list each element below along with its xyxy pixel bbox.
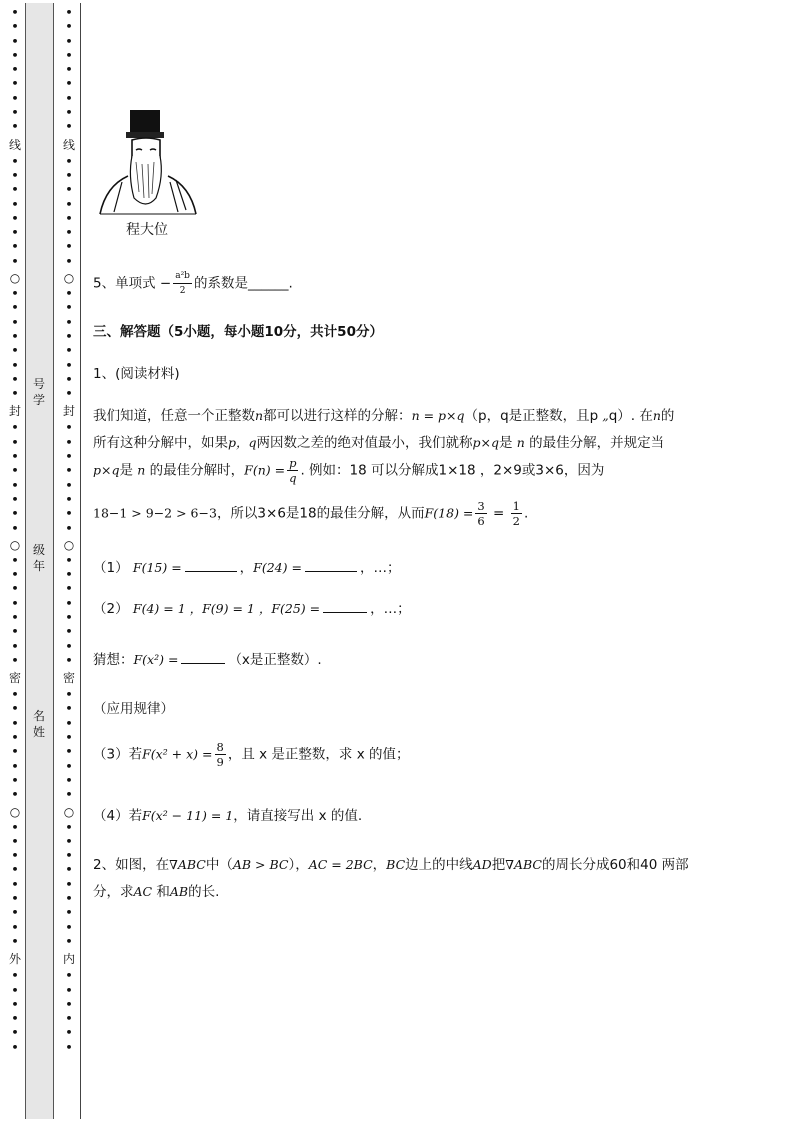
- cut-line-dot: •: [11, 997, 19, 1011]
- problem-2-line-2: 分，求AC 和AB的长.: [93, 884, 220, 900]
- cut-line-dot: •: [11, 639, 19, 653]
- cut-line-dot: •: [65, 254, 73, 268]
- cut-line-dot: •: [65, 77, 73, 91]
- cut-line-dot: •: [65, 568, 73, 582]
- cut-line-dot: •: [11, 625, 19, 639]
- cut-line-dot: •: [65, 6, 73, 19]
- cut-line-dot: •: [65, 731, 73, 745]
- problem-1-text-line-4: 18−1 > 9−2 > 6−3，所以3×6是18的最佳分解，从而F(18) = $\frac{3}{6}$ = $\frac{1}{2}$ .: [93, 499, 529, 528]
- cut-line-dot: •: [11, 934, 19, 948]
- cut-line-dot: •: [11, 358, 19, 372]
- problem-1-heading: 1、(阅读材料): [93, 366, 180, 382]
- cut-line-label: 密: [62, 671, 75, 686]
- cut-line-dot: •: [65, 773, 73, 787]
- cut-line-dot: •: [11, 702, 19, 716]
- cut-line-dot: •: [65, 450, 73, 464]
- cut-line-dot: •: [65, 1012, 73, 1026]
- cut-line-dot: •: [11, 582, 19, 596]
- cut-line-dot: •: [65, 920, 73, 934]
- cut-line-dot: •: [65, 1026, 73, 1040]
- cut-line-dot: •: [65, 820, 73, 834]
- cut-line-dot: •: [11, 435, 19, 449]
- cut-line-dot: •: [11, 154, 19, 168]
- cut-line-dot: •: [65, 625, 73, 639]
- problem-1-text-line-3: p×q是 n 的最佳分解时，F(n) = $\frac{p}{q}$ . 例如：18 可以分解成1×18 ，2×9或3×6，因为: [93, 456, 605, 485]
- cut-line-dot: •: [11, 421, 19, 435]
- cut-line-dot: •: [65, 120, 73, 134]
- cut-line-dot: •: [65, 688, 73, 702]
- field-grade: 级 年: [32, 543, 45, 573]
- cut-line-dot: •: [65, 329, 73, 343]
- cut-line-dot: •: [11, 759, 19, 773]
- cut-line-dot: •: [11, 211, 19, 225]
- subquestion-3: （3）若F(x² + x) = $\frac{8}{9}$ ，且 x 是正整数，求 x 的值；: [93, 740, 410, 769]
- cut-line-dot: •: [11, 877, 19, 891]
- cut-line-dot: •: [11, 91, 19, 105]
- cut-line-dot: •: [11, 820, 19, 834]
- cut-line-dot: •: [11, 168, 19, 182]
- cut-line-label: 线: [62, 137, 75, 152]
- cut-line-dot: •: [65, 91, 73, 105]
- cut-line-dot: •: [11, 34, 19, 48]
- section-3-title: 三、解答题（5小题，每小题10分，共计50分）: [93, 324, 383, 340]
- cut-line-dot: •: [65, 906, 73, 920]
- cut-line-dot: •: [11, 596, 19, 610]
- cut-line-dot: •: [65, 702, 73, 716]
- cut-line-dot: •: [11, 120, 19, 134]
- question-5: 5、单项式 − $\frac{\text{a²b}}{2}$ 的系数是______.: [93, 271, 293, 296]
- problem-1-text-line-2: 所有这种分解中，如果p，q两因数之差的绝对值最小，我们就称p×q是 n 的最佳分解，并规定当: [93, 435, 665, 451]
- cut-line-dot: •: [65, 507, 73, 521]
- cut-line-dot: •: [65, 387, 73, 401]
- cut-line-circle: ○: [63, 537, 75, 552]
- cut-line-dot: •: [11, 731, 19, 745]
- cut-line-dot: •: [65, 211, 73, 225]
- cut-line-dot: •: [11, 372, 19, 386]
- cut-line-dot: •: [65, 168, 73, 182]
- cut-line-dot: •: [65, 315, 73, 329]
- cut-line-dot: •: [11, 63, 19, 77]
- cut-line-circle: ○: [9, 537, 21, 552]
- cut-line-dot: •: [11, 183, 19, 197]
- cut-line-dot: •: [65, 240, 73, 254]
- cut-line-dot: •: [11, 834, 19, 848]
- cut-line-dot: •: [11, 521, 19, 535]
- left-cut-line: [8, 6, 22, 1055]
- cut-line-dot: •: [11, 920, 19, 934]
- cut-line-dot: •: [65, 849, 73, 863]
- cut-line-dot: •: [11, 254, 19, 268]
- cut-line-dot: •: [65, 610, 73, 624]
- cut-line-circle: ○: [9, 804, 21, 819]
- cut-line-dot: •: [65, 969, 73, 983]
- field-name: 名 姓: [32, 709, 45, 739]
- binding-line: [80, 3, 81, 1119]
- cut-line-dot: •: [65, 344, 73, 358]
- cut-line-dot: •: [65, 372, 73, 386]
- cut-line-dot: •: [65, 34, 73, 48]
- cut-line-dot: •: [65, 301, 73, 315]
- cut-line-dot: •: [11, 863, 19, 877]
- cut-line-dot: •: [65, 716, 73, 730]
- cut-line-dot: •: [65, 1040, 73, 1054]
- cut-line-dot: •: [11, 387, 19, 401]
- cut-line-dot: •: [11, 568, 19, 582]
- cut-line-dot: •: [65, 48, 73, 62]
- cut-line-dot: •: [65, 653, 73, 667]
- cut-line-dot: •: [11, 906, 19, 920]
- portrait-illustration: [98, 106, 198, 218]
- cut-line-dot: •: [65, 492, 73, 506]
- cut-line-dot: •: [11, 688, 19, 702]
- cut-line-dot: •: [11, 1040, 19, 1054]
- cut-line-label: 封: [8, 404, 21, 419]
- cut-line-dot: •: [11, 450, 19, 464]
- cut-line-dot: •: [65, 863, 73, 877]
- cut-line-dot: •: [11, 106, 19, 120]
- cut-line-dot: •: [11, 478, 19, 492]
- cut-line-dot: •: [11, 1012, 19, 1026]
- cut-line-dot: •: [65, 983, 73, 997]
- cut-line-dot: •: [11, 653, 19, 667]
- cut-line-dot: •: [11, 77, 19, 91]
- cut-line-dot: •: [11, 745, 19, 759]
- cut-line-label: 封: [62, 404, 75, 419]
- cut-line-dot: •: [11, 773, 19, 787]
- cut-line-dot: •: [65, 435, 73, 449]
- cut-line-dot: •: [65, 892, 73, 906]
- cut-line-dot: •: [11, 6, 19, 19]
- cut-line-dot: •: [11, 969, 19, 983]
- subquestion-1: （1） F(15) = ，F(24) = ，…；: [93, 560, 401, 576]
- cut-line-dot: •: [65, 877, 73, 891]
- cut-line-dot: •: [11, 197, 19, 211]
- cut-line-dot: •: [11, 983, 19, 997]
- cut-line-dot: •: [11, 716, 19, 730]
- right-cut-line: [62, 6, 76, 1055]
- cut-line-dot: •: [65, 197, 73, 211]
- cut-line-dot: •: [65, 639, 73, 653]
- cut-line-dot: •: [65, 154, 73, 168]
- cut-line-dot: •: [65, 226, 73, 240]
- cut-line-dot: •: [65, 997, 73, 1011]
- cut-line-dot: •: [11, 553, 19, 567]
- cut-line-dot: •: [65, 788, 73, 802]
- subquestion-2: （2） F(4) = 1 ，F(9) = 1 ，F(25) = ，…；: [93, 601, 411, 617]
- cut-line-dot: •: [65, 934, 73, 948]
- cut-line-dot: •: [11, 492, 19, 506]
- subquestion-4: （4）若F(x² − 11) = 1，请直接写出 x 的值.: [93, 808, 363, 824]
- cut-line-circle: ○: [9, 271, 21, 286]
- cut-line-dot: •: [11, 240, 19, 254]
- cut-line-dot: •: [11, 226, 19, 240]
- conjecture: 猜想：F(x²) = （x是正整数）.: [93, 652, 322, 668]
- cut-line-dot: •: [11, 849, 19, 863]
- cut-line-dot: •: [11, 788, 19, 802]
- cut-line-dot: •: [11, 287, 19, 301]
- cut-line-dot: •: [11, 315, 19, 329]
- cut-line-dot: •: [11, 344, 19, 358]
- cut-line-dot: •: [65, 596, 73, 610]
- cut-line-dot: •: [11, 1026, 19, 1040]
- cut-line-dot: •: [65, 464, 73, 478]
- cut-line-dot: •: [65, 20, 73, 34]
- cut-line-dot: •: [65, 521, 73, 535]
- cut-line-dot: •: [11, 20, 19, 34]
- cut-line-dot: •: [65, 582, 73, 596]
- cut-line-dot: •: [65, 553, 73, 567]
- field-student-number: 号 学: [32, 377, 45, 407]
- cut-line-label: 外: [8, 952, 21, 967]
- problem-2-line-1: 2、如图，在∇ABC中（AB > BC），AC = 2BC，BC边上的中线AD把∇ABC的周长分成60和40 两部: [93, 857, 689, 873]
- cut-line-dot: •: [65, 287, 73, 301]
- cut-line-dot: •: [65, 183, 73, 197]
- problem-1-text-line-1: 我们知道，任意一个正整数n都可以进行这样的分解：n = p×q（p，q是正整数，且p „q）. 在n的: [93, 408, 675, 424]
- cut-line-dot: •: [11, 301, 19, 315]
- apply-rule-heading: （应用规律）: [93, 701, 174, 717]
- cut-line-dot: •: [11, 329, 19, 343]
- cut-line-dot: •: [11, 507, 19, 521]
- portrait-caption: 程大位: [126, 222, 168, 238]
- cut-line-label: 内: [62, 952, 75, 967]
- cut-line-circle: ○: [63, 804, 75, 819]
- cut-line-dot: •: [11, 48, 19, 62]
- cut-line-label: 线: [8, 137, 21, 152]
- cut-line-circle: ○: [63, 271, 75, 286]
- cut-line-dot: •: [11, 892, 19, 906]
- cut-line-dot: •: [65, 834, 73, 848]
- cut-line-dot: •: [65, 106, 73, 120]
- cut-line-dot: •: [65, 759, 73, 773]
- cut-line-label: 密: [8, 671, 21, 686]
- cut-line-dot: •: [65, 478, 73, 492]
- cut-line-dot: •: [65, 358, 73, 372]
- cut-line-dot: •: [65, 745, 73, 759]
- cut-line-dot: •: [65, 63, 73, 77]
- cut-line-dot: •: [11, 464, 19, 478]
- cut-line-dot: •: [11, 610, 19, 624]
- cut-line-dot: •: [65, 421, 73, 435]
